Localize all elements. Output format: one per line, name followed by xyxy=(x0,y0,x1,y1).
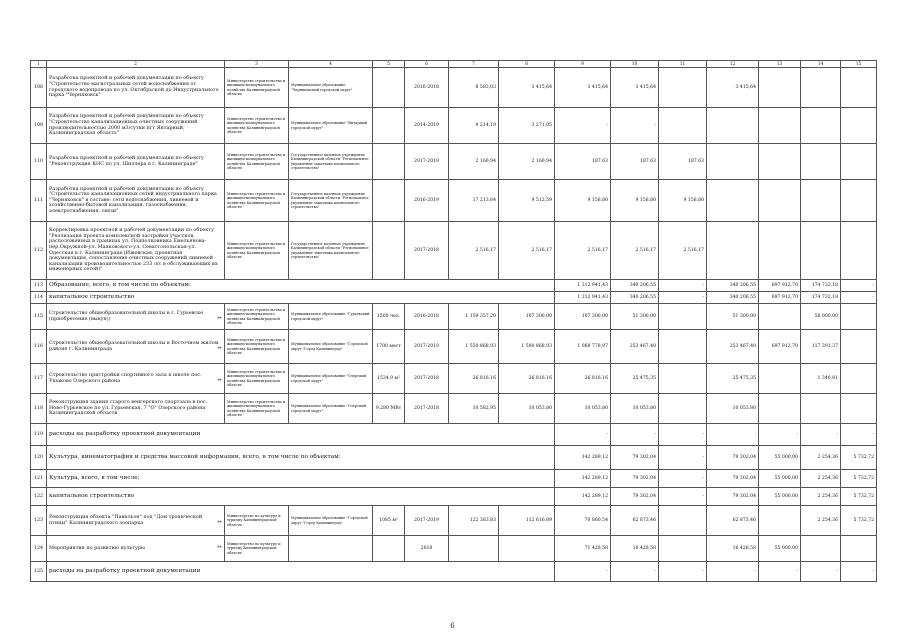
amount-c12: 10 053,80 xyxy=(707,394,759,424)
row-name xyxy=(47,222,225,280)
amount-c11 xyxy=(659,506,707,536)
responsible-ministry: Министерство строительства и жилищно-коммунального хозяйства Калининградской области xyxy=(225,364,289,394)
amount-c10: 2 516,17 xyxy=(611,222,659,280)
row-name xyxy=(47,364,225,394)
amount-c13: 55 000,00 xyxy=(759,446,801,470)
amount-c12: 51 300,00 xyxy=(707,304,759,330)
row-name xyxy=(47,180,225,222)
amount-c15: - xyxy=(841,562,877,582)
customer: Государственное казенное учреждение Калининградской области "Региональное управление заказчика капитального строительства" xyxy=(289,180,373,222)
amount-c11: 9 158,80 xyxy=(659,180,707,222)
amount-c15: 5 732,72 xyxy=(841,488,877,506)
amount-c10: 79 302,04 xyxy=(611,470,659,488)
row-name xyxy=(47,330,225,364)
capacity xyxy=(373,68,405,108)
amount-c15 xyxy=(841,222,877,280)
amount-c13: 55 000,00 xyxy=(759,536,801,562)
row-number: 119 xyxy=(31,424,47,446)
responsible-ministry: Министерство строительства и жилищно-коммунального хозяйства Калининградской области xyxy=(225,222,289,280)
estimated-cost: 2 166,94 xyxy=(449,144,499,180)
amount-c9: 1 212 941,43 xyxy=(555,280,611,292)
amount-c11: - xyxy=(659,424,707,446)
remaining-cost: 26 816,16 xyxy=(499,364,555,394)
amount-c11: - xyxy=(659,488,707,506)
amount-c11: - xyxy=(659,292,707,304)
customer xyxy=(289,536,373,562)
capacity: 1700 мест xyxy=(373,330,405,364)
customer: Муниципальное образование "Янтарный городской округ" xyxy=(289,108,373,144)
amount-c12: 25 475,35 xyxy=(707,364,759,394)
remaining-cost: 107 300,00 xyxy=(499,304,555,330)
amount-c13 xyxy=(759,68,801,108)
capacity: 1500 чел. xyxy=(373,304,405,330)
amount-c10: 25 475,35 xyxy=(611,364,659,394)
amount-c13: 697 912,70 xyxy=(759,292,801,304)
responsible-ministry: Министерство строительства и жилищно-коммунального хозяйства Калининградской области xyxy=(225,394,289,424)
amount-c13 xyxy=(759,304,801,330)
amount-c14: 1 340,81 xyxy=(801,364,841,394)
period: 2018 xyxy=(405,536,449,562)
period: 2017-2018 xyxy=(405,394,449,424)
amount-c15 xyxy=(841,68,877,108)
amount-c10: 79 302,04 xyxy=(611,488,659,506)
capacity: 1534,9 м² xyxy=(373,364,405,394)
amount-c12: - xyxy=(707,424,759,446)
table-row xyxy=(31,280,877,292)
period: 2016-2018 xyxy=(405,68,449,108)
amount-c12 xyxy=(707,144,759,180)
row-number: 117 xyxy=(31,364,47,394)
table-row xyxy=(31,364,877,394)
responsible-ministry: Министерство строительства и жилищно-коммунального хозяйства Калининградской области xyxy=(225,180,289,222)
customer: Муниципальное образование "Озерский городской округ" xyxy=(289,364,373,394)
capacity xyxy=(373,180,405,222)
row-mark: ** xyxy=(217,544,222,551)
responsible-ministry: Министерство строительства и жилищно-коммунального хозяйства Калининградской области xyxy=(225,68,289,108)
estimated-cost: 1 159 357,20 xyxy=(449,304,499,330)
table-row xyxy=(31,292,877,304)
amount-c15 xyxy=(841,180,877,222)
customer: Муниципальное образование "Черняховский городской округ" xyxy=(289,68,373,108)
table-row xyxy=(31,424,877,446)
row-name: капитальное строительство xyxy=(47,292,555,304)
responsible-ministry: Министерство по культуре и туризму Калининградской области xyxy=(225,506,289,536)
amount-c11: - xyxy=(659,562,707,582)
table-row xyxy=(31,304,877,330)
remaining-cost: 2 166,94 xyxy=(499,144,555,180)
amount-c11: - xyxy=(659,470,707,488)
amount-c12: 340 206,55 xyxy=(707,280,759,292)
row-number: 122 xyxy=(31,488,47,506)
amount-c12 xyxy=(707,180,759,222)
amount-c13 xyxy=(759,180,801,222)
estimated-cost: 26 816,16 xyxy=(449,364,499,394)
document-sheet xyxy=(30,60,876,582)
responsible-ministry: Министерство строительства и жилищно-коммунального хозяйства Калининградской области xyxy=(225,144,289,180)
row-number: 115 xyxy=(31,304,47,330)
amount-c9: 70 860,54 xyxy=(555,506,611,536)
row-name-text: Строительство общеобразовательной школы в г. Гурьевске (приобретение (выкуп)) xyxy=(49,309,204,322)
capacity xyxy=(373,144,405,180)
table-row xyxy=(31,470,877,488)
amount-c14: 117 391,37 xyxy=(801,330,841,364)
amount-c12: - xyxy=(707,562,759,582)
amount-c9: - xyxy=(555,108,611,144)
column-number: 11 xyxy=(659,61,707,68)
amount-c9: 10 053,80 xyxy=(555,394,611,424)
row-name-text: Строительство общеобразовательной школы в Восточном жилом районе г. Калининграда xyxy=(49,339,219,352)
estimated-cost: 10 582,95 xyxy=(449,394,499,424)
amount-c15: 5 732,72 xyxy=(841,470,877,488)
amount-c11: - xyxy=(659,446,707,470)
amount-c13 xyxy=(759,108,801,144)
amount-c15: - xyxy=(841,292,877,304)
page-number: 6 xyxy=(450,622,455,630)
table-row xyxy=(31,506,877,536)
row-name: расходы на разработку проектной документации xyxy=(47,424,555,446)
estimated-cost: 1 550 868,93 xyxy=(449,330,499,364)
remaining-cost: 9 512,59 xyxy=(499,180,555,222)
amount-c10: 62 873,46 xyxy=(611,506,659,536)
row-mark: ** xyxy=(217,345,222,352)
remaining-cost: 3 271,05 xyxy=(499,108,555,144)
amount-c10: 9 158,80 xyxy=(611,180,659,222)
amount-c12: 3 415,64 xyxy=(707,68,759,108)
capacity xyxy=(373,108,405,144)
amount-c14: 2 254,36 xyxy=(801,488,841,506)
responsible-ministry: Министерство строительства и жилищно-коммунального хозяйства Калининградской области xyxy=(225,330,289,364)
amount-c13: 697 912,70 xyxy=(759,280,801,292)
amount-c14: 2 254,36 xyxy=(801,506,841,536)
amount-c13 xyxy=(759,394,801,424)
table-row xyxy=(31,144,877,180)
customer: Государственное казенное учреждение Калининградской области "Региональное управление заказчика капитального строительства" xyxy=(289,144,373,180)
row-number: 120 xyxy=(31,446,47,470)
row-mark: ** xyxy=(217,377,222,384)
amount-c9: 142 289,12 xyxy=(555,470,611,488)
row-mark: ** xyxy=(217,519,222,526)
amount-c10: 253 467,40 xyxy=(611,330,659,364)
column-number: 9 xyxy=(555,61,611,68)
row-name-text: Разработка проектной и рабочей документации по объекту "Реконструкция КНС по ул. Шиллера в г. Калининграде" xyxy=(49,154,204,167)
period: 2017-2018 xyxy=(405,222,449,280)
remaining-cost: 10 053,80 xyxy=(499,394,555,424)
estimated-cost: 17 213,64 xyxy=(449,180,499,222)
amount-c10: 79 302,04 xyxy=(611,446,659,470)
row-name xyxy=(47,144,225,180)
responsible-ministry: Министерство по культуре и туризму Калининградской области xyxy=(225,536,289,562)
amount-c14: 174 732,18 xyxy=(801,280,841,292)
amount-c13 xyxy=(759,364,801,394)
amount-c10: - xyxy=(611,562,659,582)
row-number: 125 xyxy=(31,562,47,582)
amount-c12: 79 302,04 xyxy=(707,488,759,506)
amount-c14: 56 000,00 xyxy=(801,304,841,330)
row-name xyxy=(47,394,225,424)
table-row xyxy=(31,394,877,424)
estimated-cost: 8 583,03 xyxy=(449,68,499,108)
amount-c14 xyxy=(801,108,841,144)
amount-c14 xyxy=(801,68,841,108)
amount-c15 xyxy=(841,394,877,424)
customer: Муниципальное образование "Озерский городской округ" xyxy=(289,394,373,424)
amount-c15 xyxy=(841,144,877,180)
amount-c10: - xyxy=(611,424,659,446)
amount-c9: 107 300,00 xyxy=(555,304,611,330)
column-number: 15 xyxy=(841,61,877,68)
period: 2014-2019 xyxy=(405,108,449,144)
amount-c9: 1 068 778,97 xyxy=(555,330,611,364)
row-number: 118 xyxy=(31,394,47,424)
row-name: Образование, всего, в том числе по объектам: xyxy=(47,280,555,292)
row-number: 109 xyxy=(31,108,47,144)
amount-c11: 2 516,17 xyxy=(659,222,707,280)
amount-c14 xyxy=(801,144,841,180)
row-name-text: Мероприятия по развитию культуры xyxy=(49,544,145,551)
amount-c9: 3 415,64 xyxy=(555,68,611,108)
amount-c10: 340 206,55 xyxy=(611,280,659,292)
column-number: 2 xyxy=(47,61,225,68)
table-row xyxy=(31,488,877,506)
amount-c14: - xyxy=(801,562,841,582)
amount-c14: - xyxy=(801,424,841,446)
column-number-row xyxy=(31,61,877,68)
amount-c14 xyxy=(801,180,841,222)
remaining-cost xyxy=(499,536,555,562)
amount-c12 xyxy=(707,222,759,280)
amount-c15: - xyxy=(841,424,877,446)
amount-c9: 1 212 941,43 xyxy=(555,292,611,304)
column-number: 5 xyxy=(373,61,405,68)
estimated-cost: 2 516,17 xyxy=(449,222,499,280)
estimated-cost: 9 214,19 xyxy=(449,108,499,144)
amount-c15 xyxy=(841,304,877,330)
row-name xyxy=(47,68,225,108)
estimated-cost: 122 383,83 xyxy=(449,506,499,536)
row-name-text: Строительство пристройки спортивного зала к школе пос. Ушаково Озерского района xyxy=(49,371,202,384)
amount-c11: 187,63 xyxy=(659,144,707,180)
row-mark: ** xyxy=(217,315,222,322)
customer: Муниципальное образование "Городской округ "Город Калининград" xyxy=(289,506,373,536)
amount-c11 xyxy=(659,108,707,144)
period: 2016-2018 xyxy=(405,304,449,330)
amount-c15 xyxy=(841,364,877,394)
table-row xyxy=(31,562,877,582)
capacity: 9,280 МВт xyxy=(373,394,405,424)
row-name-text: Корректировка проектной и рабочей документации по объекту "Реализация проекта комплексной застройки участков, расположенных в границах ул. Подполковника Емельянова-пер.Окружной-ул. Маяковского-ул. Севастопольская-ул. Одесская в г. Калининграде (Ижевская, проектная документация, сопоставление очистных сооружений ливневой канализации производительностью 233 л/с в обслуживающих их инженерных сетей)" xyxy=(49,227,218,273)
amount-c12 xyxy=(707,108,759,144)
amount-c10: 340 206,55 xyxy=(611,292,659,304)
table-row xyxy=(31,222,877,280)
column-number: 3 xyxy=(225,61,289,68)
amount-c10: 51 300,00 xyxy=(611,304,659,330)
amount-c12: 79 302,04 xyxy=(707,470,759,488)
amount-c13: 55 000,00 xyxy=(759,488,801,506)
row-name-text: Реконструкция объекта "Павильон" под "Дом тропической птицы" Калининградского зоопарка xyxy=(49,513,203,526)
amount-c15 xyxy=(841,536,877,562)
amount-c9: 9 158,80 xyxy=(555,180,611,222)
remaining-cost: 3 415,64 xyxy=(499,68,555,108)
amount-c13: 697 912,70 xyxy=(759,330,801,364)
customer: Муниципальное образование "Городской округ "Город Калининград" xyxy=(289,330,373,364)
amount-c14: 2 254,36 xyxy=(801,470,841,488)
capacity xyxy=(373,222,405,280)
row-number: 116 xyxy=(31,330,47,364)
row-name: расходы на разработку проектной документации xyxy=(47,562,555,582)
row-name: Культура, кинематография и средства массовой информации, всего, в том числе по объектам: xyxy=(47,446,555,470)
amount-c12: 340 206,55 xyxy=(707,292,759,304)
amount-c14 xyxy=(801,222,841,280)
capacity: 1085 м² xyxy=(373,506,405,536)
column-number: 14 xyxy=(801,61,841,68)
customer: Муниципальное образование "Гурьевский городской округ" xyxy=(289,304,373,330)
row-name: Культура, всего, в том числе: xyxy=(47,470,555,488)
table-row xyxy=(31,446,877,470)
amount-c15 xyxy=(841,330,877,364)
responsible-ministry: Министерство строительства и жилищно-коммунального хозяйства Калининградской области xyxy=(225,108,289,144)
capacity xyxy=(373,536,405,562)
row-number: 112 xyxy=(31,222,47,280)
column-number: 4 xyxy=(289,61,373,68)
column-number: 6 xyxy=(405,61,449,68)
amount-c11 xyxy=(659,536,707,562)
row-number: 123 xyxy=(31,506,47,536)
amount-c11 xyxy=(659,330,707,364)
period: 2017-2019 xyxy=(405,330,449,364)
row-name: капитальное строительство xyxy=(47,488,555,506)
amount-c12: 79 302,04 xyxy=(707,446,759,470)
table-row xyxy=(31,68,877,108)
amount-c12: 62 873,46 xyxy=(707,506,759,536)
amount-c10: 10 053,80 xyxy=(611,394,659,424)
amount-c12: 253 467,40 xyxy=(707,330,759,364)
table-row xyxy=(31,536,877,562)
amount-c11: - xyxy=(659,280,707,292)
amount-c12: 16 428,58 xyxy=(707,536,759,562)
row-name-text: Разработка проектной и рабочей документации по объекту "Строительство магистральных сетей водоснабжения от городского водопровода по ул. Октябрьской до Индустриального парка "Черняховск" xyxy=(49,75,219,99)
column-number: 13 xyxy=(759,61,801,68)
amount-c10: 16 428,58 xyxy=(611,536,659,562)
amount-c14: 174 732,18 xyxy=(801,292,841,304)
amount-c15: - xyxy=(841,280,877,292)
row-number: 114 xyxy=(31,292,47,304)
amount-c15 xyxy=(841,108,877,144)
remaining-cost: 1 500 868,93 xyxy=(499,330,555,364)
row-number: 111 xyxy=(31,180,47,222)
row-name-text: Реконструкция здания старого венгерского спортзала в пос. Ново-Гурьевское по ул. Гурьевская, 7 "О" Озерского района Калининградской области xyxy=(49,399,208,417)
amount-c13: - xyxy=(759,424,801,446)
amount-c10: 187,63 xyxy=(611,144,659,180)
period: 2016-2019 xyxy=(405,180,449,222)
column-number: 10 xyxy=(611,61,659,68)
amount-c14: 2 254,36 xyxy=(801,446,841,470)
table-row xyxy=(31,180,877,222)
amount-c13 xyxy=(759,222,801,280)
amount-c13 xyxy=(759,144,801,180)
remaining-cost: 112 616,89 xyxy=(499,506,555,536)
responsible-ministry: Министерство строительства и жилищно-коммунального хозяйства Калининградской области xyxy=(225,304,289,330)
amount-c9: - xyxy=(555,562,611,582)
amount-c11 xyxy=(659,364,707,394)
amount-c11 xyxy=(659,394,707,424)
row-name xyxy=(47,506,225,536)
amount-c9: - xyxy=(555,424,611,446)
row-name xyxy=(47,304,225,330)
row-name-text: Разработка проектной и рабочей документации по объекту "Строительство канализационных сетей индустриального парка "Черняховск" в составе: сети водоснабжения, ливневой и хозяйственно-бытовой канализации, газоснабжения, электроснабжения, связи" xyxy=(49,185,217,214)
period: 2017-2019 xyxy=(405,506,449,536)
amount-c14 xyxy=(801,394,841,424)
remaining-cost: 2 516,17 xyxy=(499,222,555,280)
row-name-text: Разработка проектной и рабочей документации по объекту "Строительство канализационных очистных сооружений производительностью 2000 м3/сутки пгт Янтарный, Калининградская область" xyxy=(49,113,204,137)
table-row xyxy=(31,330,877,364)
row-number: 108 xyxy=(31,68,47,108)
estimated-cost xyxy=(449,536,499,562)
period: 2017-2019 xyxy=(405,144,449,180)
budget-table xyxy=(30,60,877,582)
row-number: 113 xyxy=(31,280,47,292)
amount-c13: 55 000,00 xyxy=(759,470,801,488)
amount-c15: 5 732,72 xyxy=(841,506,877,536)
row-number: 110 xyxy=(31,144,47,180)
amount-c15: 5 732,72 xyxy=(841,446,877,470)
customer: Государственное казенное учреждение Калининградской области "Региональное управление заказчика капитального строительства" xyxy=(289,222,373,280)
amount-c9: 142 289,12 xyxy=(555,446,611,470)
amount-c9: 187,63 xyxy=(555,144,611,180)
row-number: 124 xyxy=(31,536,47,562)
amount-c13 xyxy=(759,506,801,536)
amount-c14 xyxy=(801,536,841,562)
amount-c9: 2 516,17 xyxy=(555,222,611,280)
column-number: 1 xyxy=(31,61,47,68)
table-row xyxy=(31,108,877,144)
amount-c11 xyxy=(659,68,707,108)
column-number: 8 xyxy=(499,61,555,68)
amount-c9: 71 428,58 xyxy=(555,536,611,562)
amount-c9: 26 816,16 xyxy=(555,364,611,394)
amount-c11 xyxy=(659,304,707,330)
column-number: 12 xyxy=(707,61,759,68)
row-number: 121 xyxy=(31,470,47,488)
amount-c10: 3 415,64 xyxy=(611,68,659,108)
table-body xyxy=(31,61,877,582)
amount-c10: - xyxy=(611,108,659,144)
amount-c13: - xyxy=(759,562,801,582)
column-number: 7 xyxy=(449,61,499,68)
row-name xyxy=(47,108,225,144)
amount-c9: 142 289,12 xyxy=(555,488,611,506)
period: 2017-2018 xyxy=(405,364,449,394)
row-name xyxy=(47,536,225,562)
